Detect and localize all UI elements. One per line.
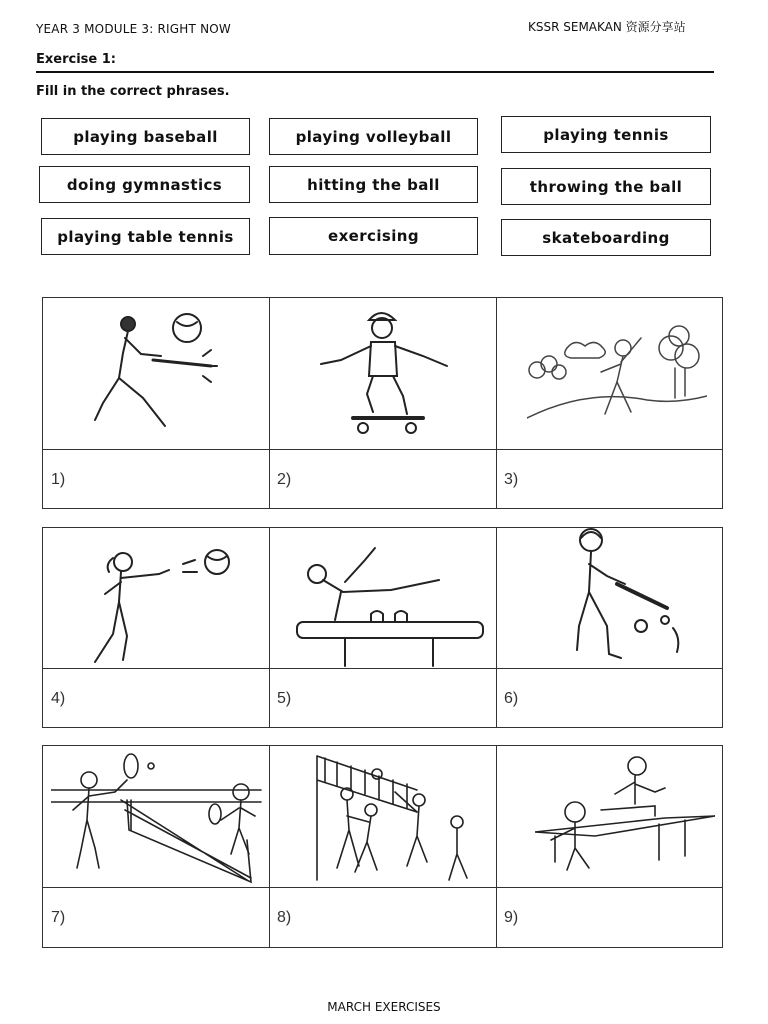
divider [269, 746, 270, 947]
divider [269, 298, 270, 508]
batter-hitting-ball-illustration [533, 528, 703, 666]
divider [496, 298, 497, 508]
phrase-box: exercising [269, 217, 478, 255]
answer-label: 3) [504, 471, 519, 488]
answer-label: 7) [51, 909, 66, 926]
phrase-box: throwing the ball [501, 168, 711, 205]
answer-label: 8) [277, 909, 292, 926]
answer-label: 5) [277, 690, 292, 707]
divider [496, 528, 497, 727]
page-header-right: KSSR SEMAKAN 资源分享站 [528, 20, 686, 34]
divider [269, 528, 270, 727]
exercise-title: Exercise 1: [36, 52, 116, 67]
children-playing-tennis-illustration [51, 750, 267, 885]
gymnast-on-beam-illustration [295, 542, 495, 667]
answer-label: 9) [504, 909, 519, 926]
picture-panel-1 [42, 297, 723, 509]
picture-panel-2 [42, 527, 723, 728]
phrase-box: hitting the ball [269, 166, 478, 203]
divider [43, 449, 722, 450]
girl-exercising-outdoors-illustration [527, 318, 707, 433]
page-header-left: YEAR 3 MODULE 3: RIGHT NOW [36, 22, 231, 36]
answer-label: 1) [51, 471, 66, 488]
phrase-box: playing baseball [41, 118, 250, 155]
phrase-box: playing table tennis [41, 218, 250, 255]
phrase-box: skateboarding [501, 219, 711, 256]
phrase-box: playing tennis [501, 116, 711, 153]
exercise-instruction: Fill in the correct phrases. [36, 84, 230, 99]
answer-label: 6) [504, 690, 519, 707]
skateboarder-illustration [311, 304, 461, 444]
answer-label: 4) [51, 690, 66, 707]
phrase-box: doing gymnastics [39, 166, 250, 203]
divider [496, 746, 497, 947]
children-table-tennis-illustration [535, 752, 715, 884]
phrase-box: playing volleyball [269, 118, 478, 155]
header-rule [36, 71, 714, 73]
page-footer: MARCH EXERCISES [327, 1000, 441, 1014]
baseball-batter-illustration [83, 308, 233, 438]
girl-throwing-ball-illustration [87, 544, 237, 669]
picture-panel-3 [42, 745, 723, 948]
answer-label: 2) [277, 471, 292, 488]
divider [43, 887, 722, 888]
volleyball-players-illustration [307, 750, 487, 885]
